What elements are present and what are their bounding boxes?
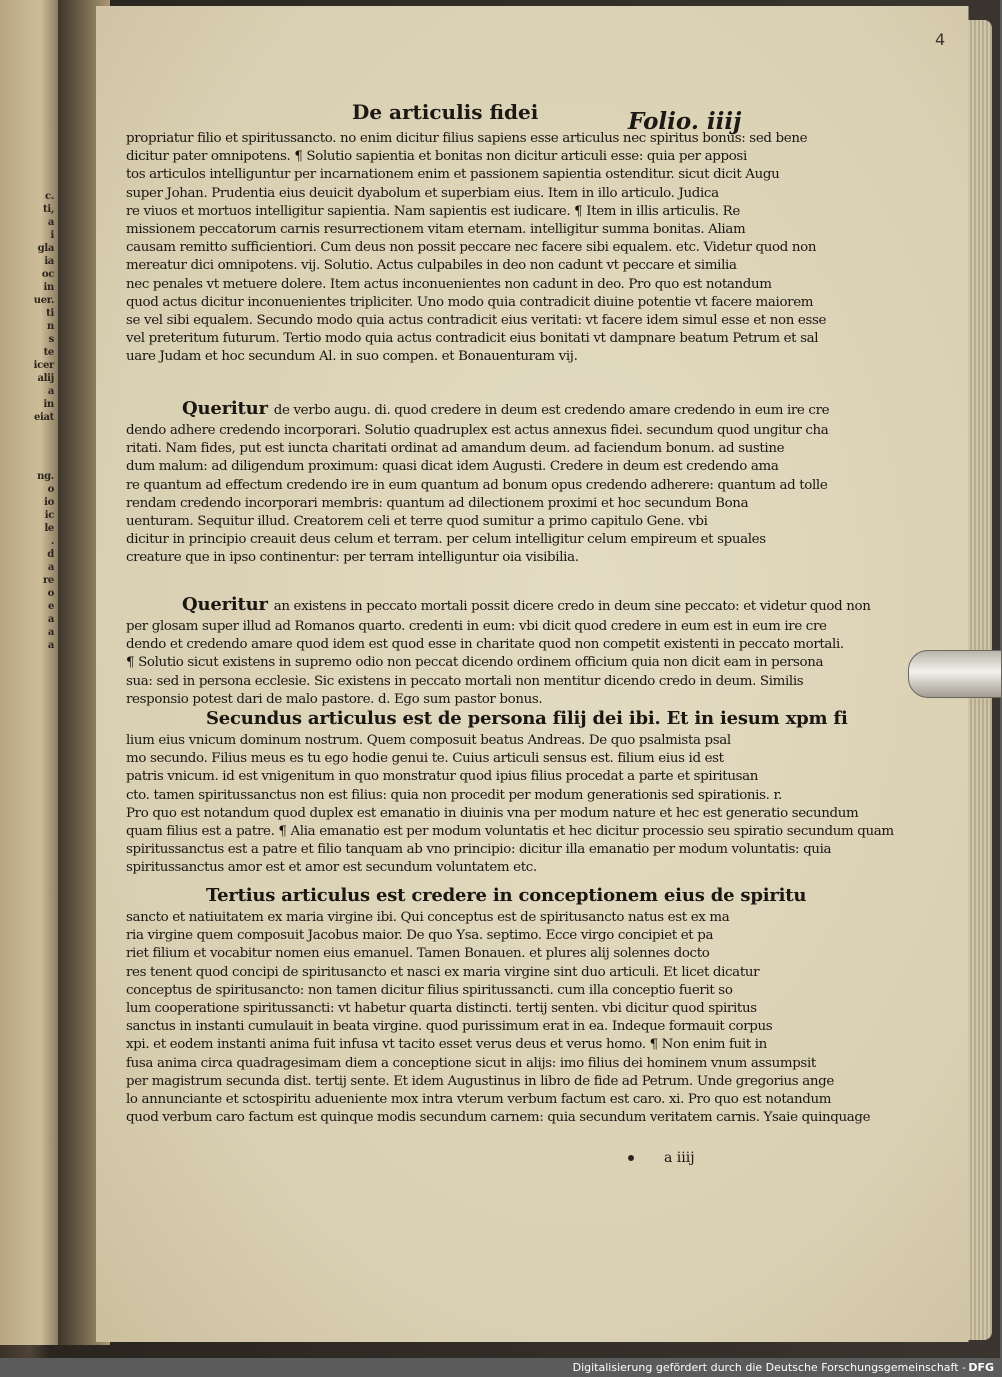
text-block-3 — [126, 594, 871, 709]
text-line: quod actus dicitur inconuenientes tripliciter. Uno modo quia contradicit diuine potentie vt facere maiorem — [126, 294, 814, 310]
text-line: quod verbum caro factum est quinque modis secundum carnem: quia secundum veritatem carnis. Ysaie quinquage — [126, 1110, 871, 1126]
text-line: riet filium et vocabitur nomen eius emanuel. Tamen Bonauen. et plures alij solennes docto — [126, 946, 710, 962]
heading-line — [126, 885, 807, 909]
text-line: mo secundo. Filius meus es tu ego hodie genui te. Cuius articuli sensus est. filium eius id est — [126, 751, 724, 767]
text-line: spiritussanctus est a patre et filio tanquam ab vno principio: dicitur illa emanatio per modum voluntatis: quia — [126, 842, 832, 858]
text-line: spiritussanctus amor est et amor est secundum voluntatem etc. — [126, 860, 537, 876]
text-block-1 — [126, 130, 827, 366]
heading-line — [126, 594, 871, 618]
ink-dot — [628, 1155, 634, 1161]
text-line: mereatur dici omnipotens. vij. Solutio. Actus culpabiles in deo non cadunt vt peccare et similia — [126, 258, 737, 274]
section-heading: Queritur — [182, 594, 268, 615]
text-line: propriatur filio et spiritussancto. no enim dicitur filius sapiens esse articulus nec spiritus bonus: sed bene — [126, 131, 808, 146]
folio-note: 4 — [935, 30, 946, 49]
heading-continuation: de verbo augu. di. quod credere in deum est credendo amare credendo in eum ire cre — [269, 403, 830, 418]
text-line: per glosam super illud ad Romanos quarto. credenti in eum: vbi dicit quod credere in eum est in eum ire cre — [126, 619, 827, 634]
text-line: patris vnicum. id est vnigenitum in quo monstratur quod ipius filius procedat a parte et spiritusan — [126, 769, 759, 785]
text-line: dicitur in principio creauit deus celum et terram. per celum intelligitur celum empireum et spuales — [126, 532, 766, 548]
footer-credit: Digitalisierung gefördert durch die Deutsche Forschungsgemeinschaft - — [572, 1361, 966, 1374]
text-line: se vel sibi equalem. Secundo modo quia actus contradicit eius veritati: vt facere idem simul esse et non esse — [126, 312, 827, 328]
text-line: per magistrum secunda dist. tertij sente. Et idem Augustinus in libro de fide ad Petrum. Unde gregorius ange — [126, 1073, 834, 1089]
text-line: cto. tamen spiritussanctus non est filius: quia non procedit per modum generationis sed spirationis. r. — [126, 787, 782, 803]
text-line: conceptus de spiritusancto: non tamen dicitur filius spiritussancti. cum illa conceptio fuerit so — [126, 982, 733, 998]
text-line: lium eius vnicum dominum nostrum. Quem composuit beatus Andreas. De quo psalmista psal — [126, 733, 731, 748]
text-line: dicitur pater omnipotens. ¶ Solutio sapientia et bonitas non dicitur articuli esse: quia per apposi — [126, 149, 747, 165]
left-page-fragment — [0, 0, 58, 1345]
text-line: vel preteritum futurum. Tertio modo quia actus contradicit eius bonitati vt dampnare beatum Petrum et sal — [126, 331, 819, 347]
section-heading: Tertius articulus est credere in conceptionem eius de spiritu — [206, 885, 807, 906]
text-line: rendam credendo incorporari membris: quantum ad dilectionem proximi et hoc secundum Bona — [126, 495, 749, 511]
heading-continuation: an existens in peccato mortali possit dicere credo in deum sine peccato: et videtur quod non — [269, 599, 871, 614]
text-line: sua: sed in persona ecclesie. Sic existens in peccato mortali non mentitur dicendo credo in deum. Similis — [126, 673, 804, 689]
text-line: dum malum: ad diligendum proximum: quasi dicat idem Augusti. Credere in deum est credendo ama — [126, 459, 779, 475]
text-line: sancto et natiuitatem ex maria virgine ibi. Qui conceptus est de spiritusancto natus est ex ma — [126, 910, 730, 925]
signature-mark: a iiij — [664, 1150, 695, 1166]
text-line: creature que in ipso continentur: per terram intelliguntur oia visibilia. — [126, 550, 579, 566]
running-head: De articulis fidei — [352, 100, 539, 124]
heading-line — [126, 398, 830, 422]
text-line: nec penales vt metuere dolere. Item actus inconuenientes non cadunt in deo. Pro quo est notandum — [126, 276, 772, 292]
text-block-4 — [126, 708, 894, 878]
text-line: sanctus in instanti cumulauit in beata virgine. quod purissimum erat in ea. Indeque formauit corpus — [126, 1019, 773, 1035]
text-line: tos articulos intelliguntur per incarnationem enim et passionem sapientia ostenditur. sicut dicit Augu — [126, 167, 780, 183]
text-line: lo annunciante et sctospiritu adueniente mox intra vterum verbum factum est caro. xi. Pro quo est notandum — [126, 1091, 832, 1107]
text-line: dendo et credendo amare quod idem est quod esse in charitate quod non competit existenti in peccato mortali. — [126, 637, 844, 653]
text-line: Pro quo est notandum quod duplex est emanatio in diuinis vna per modum nature et hec est generatio secundum — [126, 805, 859, 821]
section-heading: Secundus articulus est de persona filij dei ibi. Et in iesum xpm fi — [206, 708, 848, 729]
left-page-text-a: c. ti, a i gla ia oc in uer. ti n s te icer alij a in eiat — [33, 191, 54, 423]
text-line: uenturam. Sequitur illud. Creatorem celi et terre quod sumitur a primo capitulo Gene. vbi — [126, 513, 708, 529]
text-block-5 — [126, 885, 871, 1127]
text-line: missionem peccatorum carnis resurrectionem vitam eternam. intelligitur summa bonitas. Aliam — [126, 221, 746, 237]
text-line: dendo adhere credendo incorporari. Solutio quadruplex est actus annexus fidei. secundum quod ungitur cha — [126, 423, 829, 438]
text-block-2 — [126, 398, 830, 568]
text-line: super Johan. Prudentia eius deuicit dyabolum et superbiam eius. Item in illo articulo. Judica — [126, 185, 719, 201]
left-page-text-b: ng. o io ic le . d a re o e a a a — [37, 471, 54, 651]
text-line: xpi. et eodem instanti anima fuit infusa vt tacito esset verus deus et verus homo. ¶ Non enim fuit in — [126, 1037, 767, 1053]
text-line: lum cooperatione spiritussancti: vt habetur quarta distincti. tertij senten. vbi dicitur quod spiritus — [126, 1000, 757, 1016]
text-line: re viuos et mortuos intelligitur sapientia. Nam sapientis est iudicare. ¶ Item in illis articulis. Re — [126, 203, 740, 219]
text-line: causam remitto sufficientiori. Cum deus non possit peccare nec facere sibi equalem. etc. Videtur quod non — [126, 240, 817, 256]
text-line: res tenent quod concipi de spiritusancto et nasci ex maria virgine sint duo articuli. Et licet dicatur — [126, 964, 760, 980]
section-heading: Queritur — [182, 398, 268, 419]
page-clip — [908, 650, 1002, 698]
folio-label: Folio. iiij — [628, 108, 742, 135]
text-line: uare Judam et hoc secundum Al. in suo compen. et Bonauenturam vij. — [126, 349, 578, 365]
text-line: re quantum ad effectum credendo ire in eum quantum ad bonum opus credendo adherere: quantum ad tolle — [126, 477, 828, 493]
text-line: ritati. Nam fides, put est iuncta charitati ordinat ad amandum deum. ad faciendum bonum. ad sustine — [126, 441, 785, 457]
text-line: quam filius est a patre. ¶ Alia emanatio est per modum voluntatis et hec dicitur processio seu spiratio secundum quam — [126, 823, 894, 839]
heading-line — [126, 708, 848, 732]
text-line: responsio potest dari de malo pastore. d. Ego sum pastor bonus. — [126, 691, 543, 707]
text-line: ¶ Solutio sicut existens in supremo odio non peccat dicendo ordinem officium quia non dicit eam in persona — [126, 655, 824, 671]
text-line: ria virgine quem composuit Jacobus maior. De quo Ysa. septimo. Ecce virgo concipiet et pa — [126, 928, 714, 944]
dfg-logo: DFG — [968, 1361, 994, 1374]
text-line: fusa anima circa quadragesimam diem a conceptione sicut in alijs: imo filius dei hominem vnum assumpsit — [126, 1055, 816, 1071]
